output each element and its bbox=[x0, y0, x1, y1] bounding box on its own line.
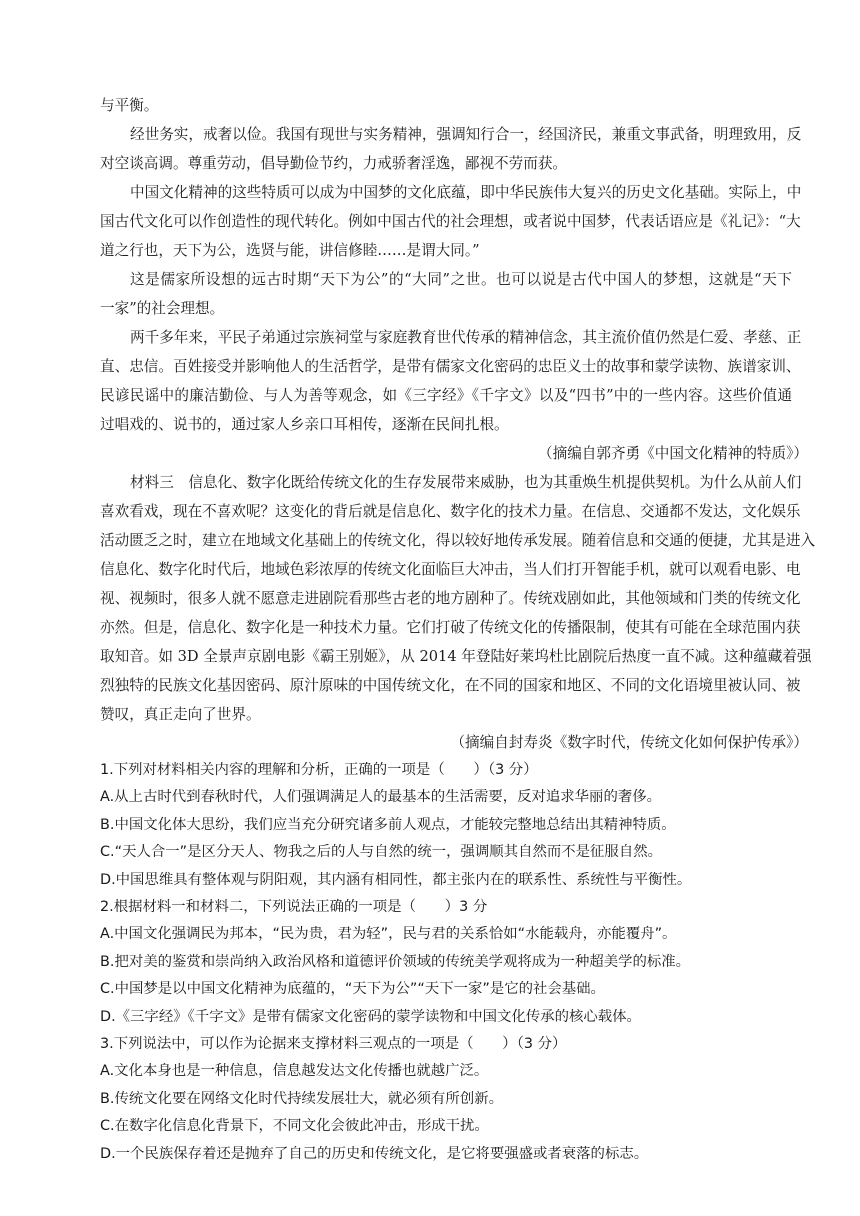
answer-option: A.中国文化强调民为邦本，“民为贵，君为轻”，民与君的关系恰如“水能载舟，亦能覆舟”。 bbox=[100, 926, 677, 942]
source-citation: （摘编自封寿炎《数字时代，传统文化如何保护传承》） bbox=[450, 734, 808, 751]
answer-option: A.文化本身也是一种信息，信息越发达文化传播也就越广泛。 bbox=[100, 1063, 489, 1079]
text-line: 材料三 信息化、数字化既给传统文化的生存发展带来威胁，也为其重焕生机提供契机。为什么从前人们 bbox=[130, 474, 802, 491]
source-citation: （摘编自郭齐勇《中国文化精神的特质》） bbox=[538, 445, 808, 462]
answer-option: B.传统文化要在网络文化时代持续发展壮大，就必须有所创新。 bbox=[100, 1091, 503, 1107]
text-line: 视、视频时，很多人就不愿意走进剧院看那些古老的地方剧种了。传统戏剧如此，其他领域和门类的传统文化 bbox=[100, 590, 801, 607]
text-line: 信息化、数字化时代后，地域色彩浓厚的传统文化面临巨大冲击，当人们打开智能手机，就可以观看电影、电 bbox=[100, 561, 801, 578]
text-line: 过唱戏的、说书的，通过家人乡亲口耳相传，逐渐在民间扎根。 bbox=[100, 416, 509, 433]
text-line: 两千多年来，平民子弟通过宗族祠堂与家庭教育世代传承的精神信念，其主流价值仍然是仁爱、孝慈、正 bbox=[130, 329, 802, 346]
text-line: 喜欢看戏，现在不喜欢呢？这变化的背后就是信息化、数字化的技术力量。在信息、交通都不发达，文化娱乐 bbox=[100, 503, 801, 520]
answer-option: A.从上古时代到春秋时代，人们强调满足人的最基本的生活需要，反对追求华丽的奢侈。 bbox=[100, 789, 662, 805]
answer-option: C.中国梦是以中国文化精神为底蕴的，“天下为公”“天下一家”是它的社会基础。 bbox=[100, 981, 605, 997]
answer-option: C.“天人合一”是区分天人、物我之后的人与自然的统一，强调顺其自然而不是征服自然。 bbox=[100, 844, 662, 860]
text-line: 烈独特的民族文化基因密码、原汁原味的中国传统文化，在不同的国家和地区、不同的文化语境里被认同、被 bbox=[100, 677, 801, 694]
text-line: 道之行也，天下为公，选贤与能，讲信修睦……是谓大同。” bbox=[100, 242, 480, 259]
text-line: 亦然。但是，信息化、数字化是一种技术力量。它们打破了传统文化的传播限制，使其有可能在全球范围内获 bbox=[100, 619, 801, 636]
text-line: 一家”的社会理想。 bbox=[100, 300, 225, 317]
answer-option: B.中国文化体大思纷，我们应当充分研究诸多前人观点，才能较完整地总结出其精神特质。 bbox=[100, 817, 676, 833]
question-stem: 2.根据材料一和材料二，下列说法正确的一项是（ ）3 分 bbox=[100, 899, 488, 915]
text-line: 国古代文化可以作创造性的现代转化。例如中国古代的社会理想，或者说中国梦，代表话语应是《礼记》：“大 bbox=[100, 213, 801, 230]
text-line: 经世务实，戒奢以俭。我国有现世与实务精神，强调知行合一，经国济民，兼重文事武备，明理致用，反 bbox=[130, 126, 802, 143]
answer-option: B.把对美的鉴赏和崇尚纳入政治风格和道德评价领域的传统美学观将成为一种超美学的标准。 bbox=[100, 954, 691, 970]
answer-option: D.《三字经》《千字文》是带有儒家文化密码的蒙学读物和中国文化传承的核心载体。 bbox=[100, 1009, 641, 1025]
text-line: 赞叹，真正走向了世界。 bbox=[100, 706, 261, 723]
text-line: 这是儒家所设想的远古时期“天下为公”的“大同”之世。也可以说是古代中国人的梦想，这就是“天下 bbox=[130, 271, 792, 288]
answer-option: D.中国思维具有整体观与阴阳观，其内涵有相同性，都主张内在的联系性、系统性与平衡性。 bbox=[100, 872, 692, 888]
answer-option: D.一个民族保存着还是抛弃了自己的历史和传统文化，是它将要强盛或者衰落的标志。 bbox=[100, 1146, 649, 1162]
answer-option: C.在数字化信息化背景下，不同文化会彼此冲击，形成干扰。 bbox=[100, 1118, 489, 1134]
text-line: 中国文化精神的这些特质可以成为中国梦的文化底蕴，即中华民族伟大复兴的历史文化基础。实际上，中 bbox=[130, 184, 802, 201]
text-line: 民谚民谣中的廉洁勤俭、与人为善等观念，如《三字经》《千字文》以及“四书”中的一些内容。这些价值通 bbox=[100, 387, 792, 404]
text-line: 活动匮乏之时，建立在地域文化基础上的传统文化，得以较好地传承发展。随着信息和交通的便捷，尤其是进入 bbox=[100, 532, 816, 549]
text-line: 与平衡。 bbox=[100, 97, 159, 114]
question-stem: 1.下列对材料相关内容的理解和分析，正确的一项是（ ）（3 分） bbox=[100, 762, 538, 778]
question-stem: 3.下列说法中，可以作为论据来支撑材料三观点的一项是（ ）（3 分） bbox=[100, 1036, 567, 1052]
text-line: 对空谈高调。尊重劳动，倡导勤俭节约，力戒骄奢淫逸，鄙视不劳而获。 bbox=[100, 155, 568, 172]
text-line: 直、忠信。百姓接受并影响他人的生活哲学，是带有儒家文化密码的忠臣义士的故事和蒙学读物、族谱家训、 bbox=[100, 358, 801, 375]
text-line: 取知音。如 3D 全景声京剧电影《霸王别姬》，从 2014 年登陆好莱坞杜比剧院后热度一直不减。这种蕴藏着强 bbox=[100, 648, 812, 665]
